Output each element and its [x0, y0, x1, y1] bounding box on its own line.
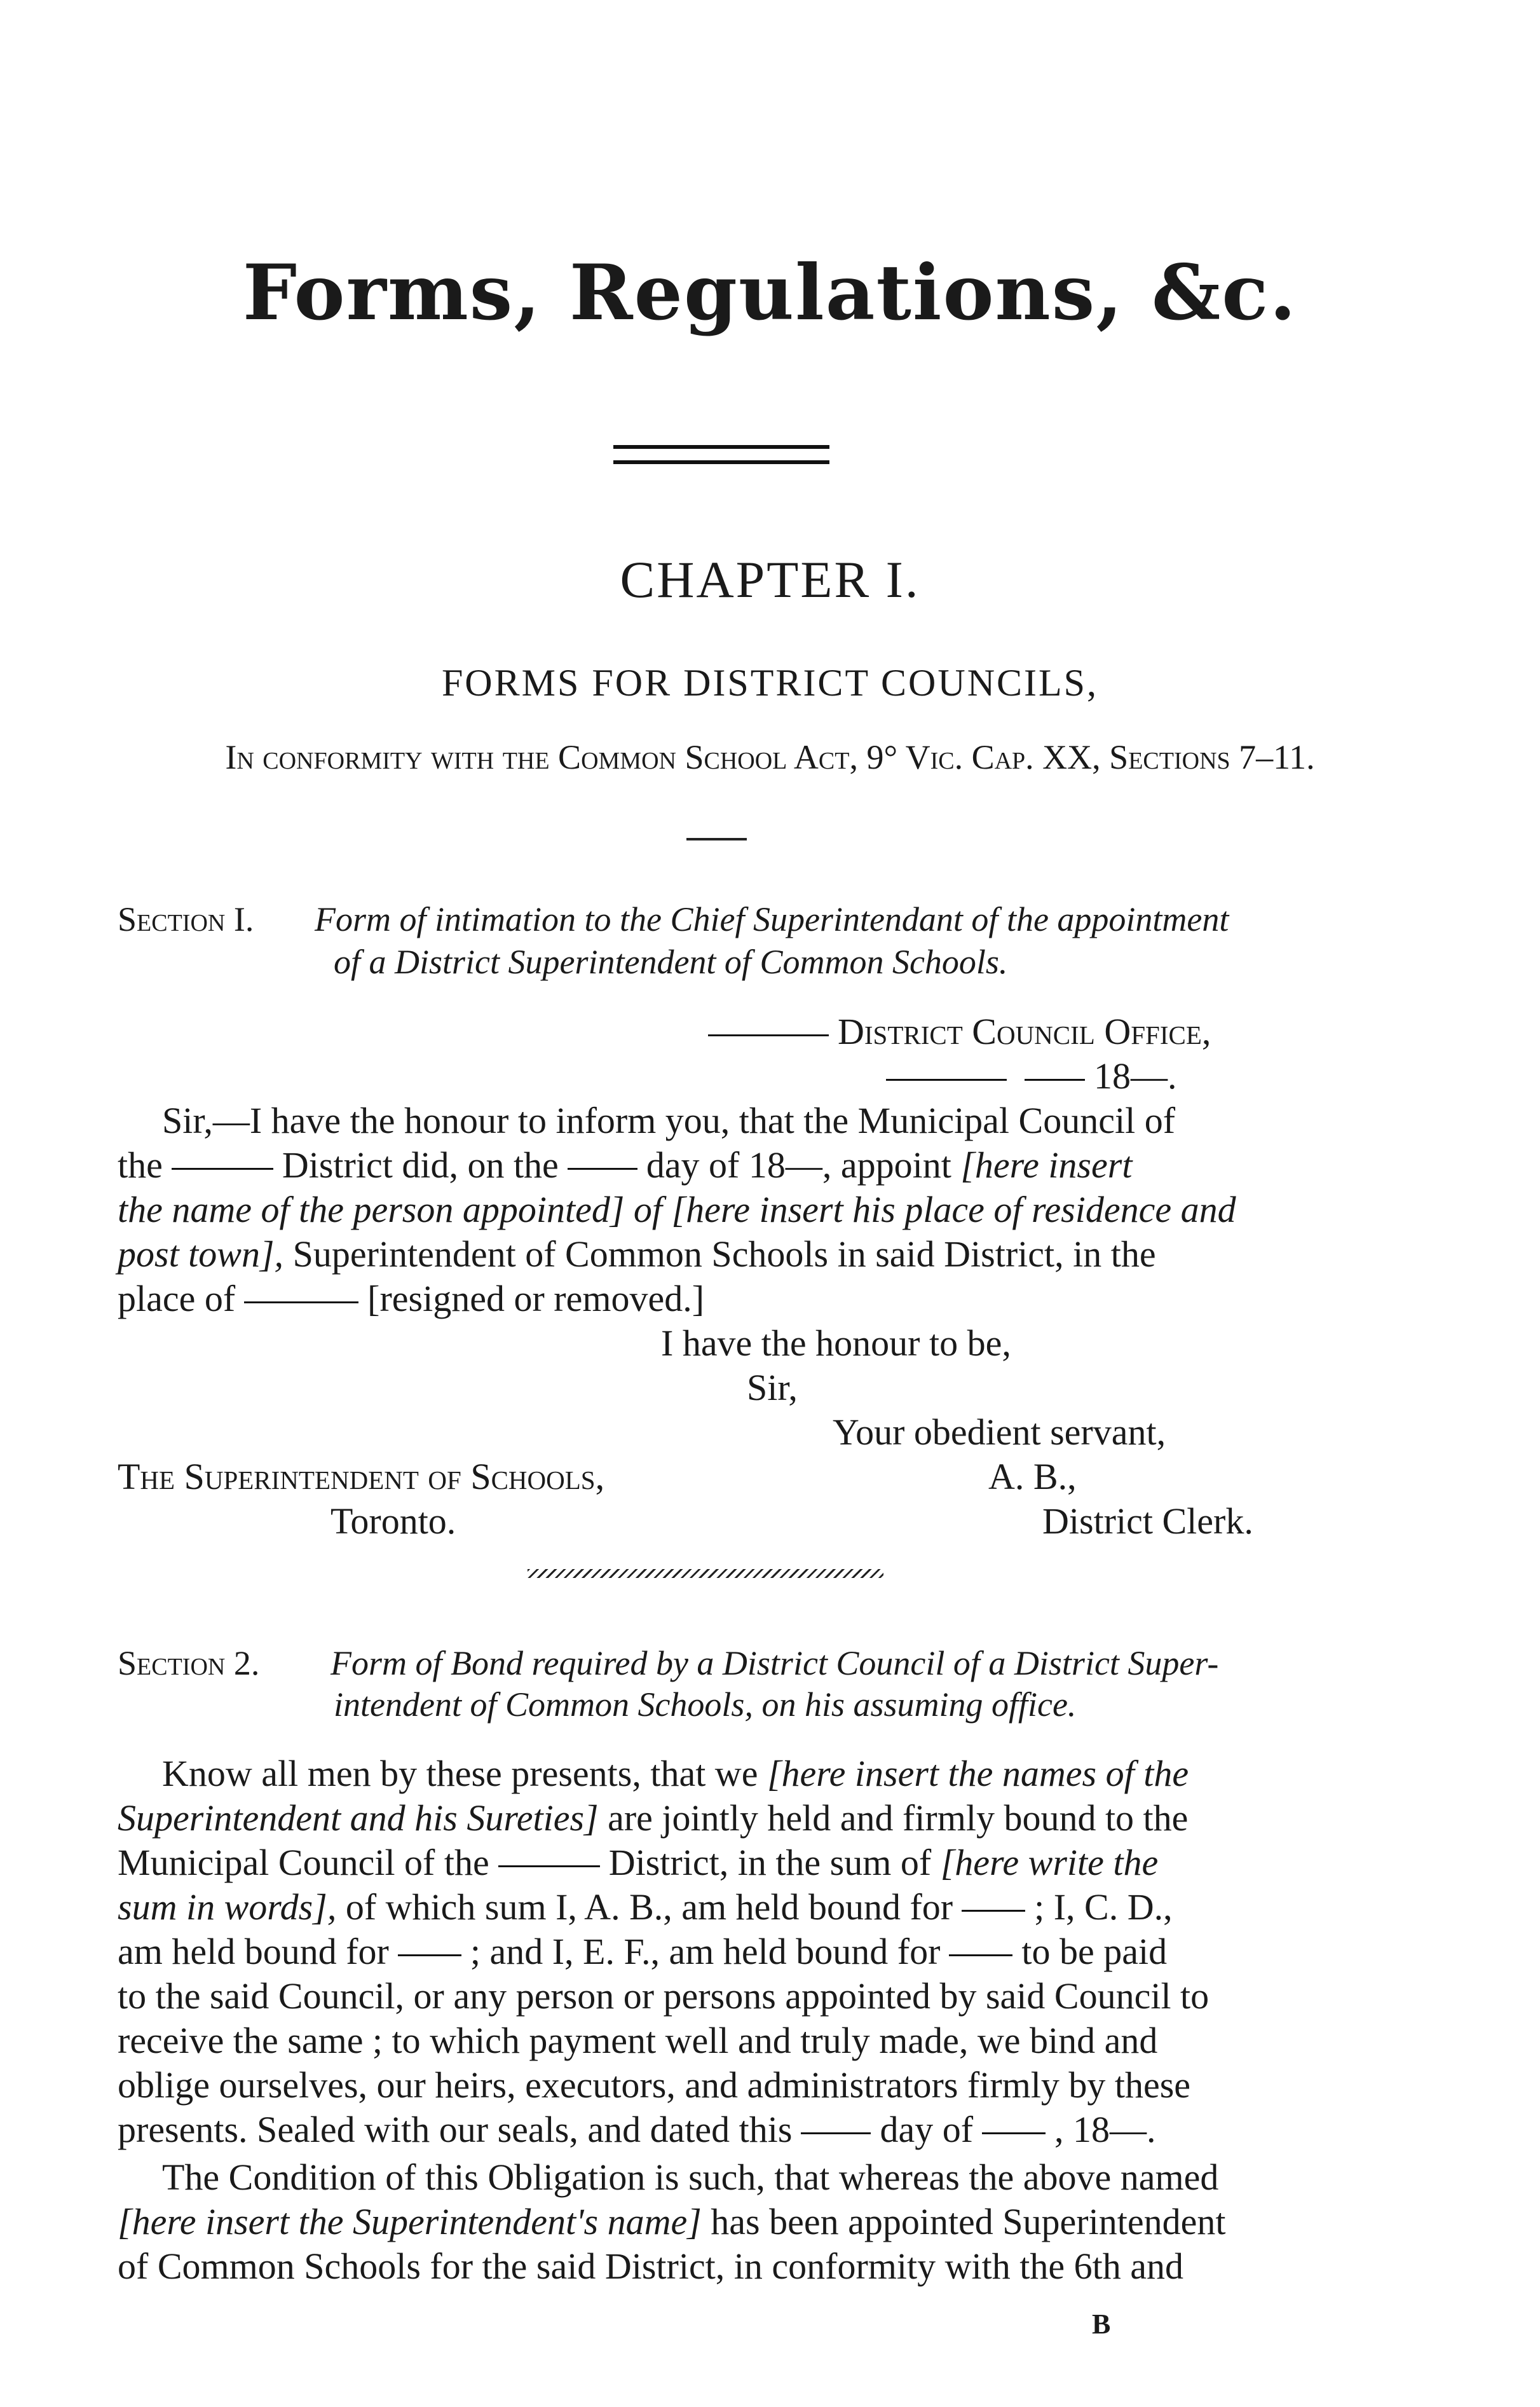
section-2-heading-line-2: intendent of Common Schools, on his assuming office.	[334, 1685, 1077, 1724]
blank-line	[708, 1034, 829, 1036]
short-rule-divider	[686, 838, 747, 840]
bond-line-3: Municipal Council of the District, in the sum of [here write the	[118, 1842, 1159, 1883]
blank-line	[172, 1168, 273, 1170]
bond-line-8: oblige ourselves, our heirs, executors, and administrators firmly by these	[118, 2064, 1191, 2106]
office-label: District Council Office,	[838, 1011, 1211, 1052]
section-1-label: Section I.	[118, 900, 254, 938]
condition-line-3: of Common Schools for the said District, in conformity with the 6th and	[118, 2246, 1183, 2287]
conformity-line: In conformity with the Common School Act, 9° Vic. Cap. XX, Sections 7–11.	[225, 738, 1315, 776]
closing-line-1: I have the honour to be,	[661, 1322, 1011, 1364]
blank-line	[801, 2132, 871, 2134]
closing-line-3: Your obedient servant,	[833, 1411, 1166, 1453]
chapter-heading: CHAPTER I.	[620, 551, 920, 608]
letter-line-4: post town], Superintendent of Common Schools in said District, in the	[118, 1233, 1156, 1275]
bond-line-2: Superintendent and his Sureties] are jointly held and firmly bound to the	[118, 1797, 1189, 1839]
blank-line	[949, 1954, 1012, 1956]
bond-line-9: presents. Sealed with our seals, and dated this day of , 18—.	[118, 2109, 1156, 2150]
date-line	[877, 1054, 1177, 1099]
addressee-line-2: Toronto.	[330, 1500, 456, 1542]
section-1-heading-line-2: of a District Superintendent of Common Schools.	[334, 943, 1008, 981]
signer-name: A. B.,	[988, 1456, 1077, 1497]
blank-line	[982, 2132, 1046, 2134]
blank-line	[398, 1954, 461, 1956]
blank-line	[498, 1865, 600, 1867]
bond-line-4: sum in words], of which sum I, A. B., am held bound for ; I, C. D.,	[118, 1886, 1173, 1928]
section-1-heading-line-1: Form of intimation to the Chief Superintendant of the appointment	[315, 900, 1229, 938]
section-2-label: Section 2.	[118, 1644, 260, 1682]
signature-mark: B	[1092, 2308, 1111, 2340]
blank-line	[568, 1168, 637, 1170]
addressee-line-1: The Superintendent of Schools,	[118, 1456, 605, 1497]
bond-line-1: Know all men by these presents, that we [here insert the names of the	[162, 1753, 1189, 1794]
blank-line	[962, 1910, 1025, 1912]
blank-line	[886, 1079, 1007, 1081]
letter-line-2: the District did, on the day of 18—, appoint [here insert	[118, 1144, 1133, 1186]
page-title: Forms, Regulations, &c.	[242, 248, 1298, 338]
double-rule-divider	[613, 445, 829, 464]
date-year: 18—.	[1094, 1055, 1177, 1097]
letter-line-1: Sir,—I have the honour to inform you, that the Municipal Council of	[162, 1100, 1176, 1141]
signer-title: District Clerk.	[1042, 1500, 1253, 1542]
condition-line-1: The Condition of this Obligation is such, that whereas the above named	[162, 2157, 1219, 2198]
chapter-subheading: FORMS FOR DISTRICT COUNCILS,	[441, 662, 1099, 704]
wavy-rule-divider	[528, 1569, 883, 1578]
letter-line-5: place of [resigned or removed.]	[118, 1278, 705, 1319]
bond-line-6: to the said Council, or any person or persons appointed by said Council to	[118, 1975, 1210, 2017]
condition-line-2: [here insert the Superintendent's name] has been appointed Superintendent	[118, 2201, 1226, 2242]
bond-line-5: am held bound for ; and I, E. F., am held bound for to be paid	[118, 1931, 1168, 1972]
office-line	[699, 1010, 1211, 1054]
section-2-heading-line-1: Form of Bond required by a District Council of a District Super-	[330, 1644, 1219, 1682]
letter-line-3: the name of the person appointed] of [here insert his place of residence and	[118, 1189, 1236, 1230]
blank-line	[244, 1301, 358, 1303]
blank-line	[1025, 1079, 1085, 1081]
closing-line-2: Sir,	[747, 1367, 798, 1408]
bond-line-7: receive the same ; to which payment well and truly made, we bind and	[118, 2020, 1158, 2061]
